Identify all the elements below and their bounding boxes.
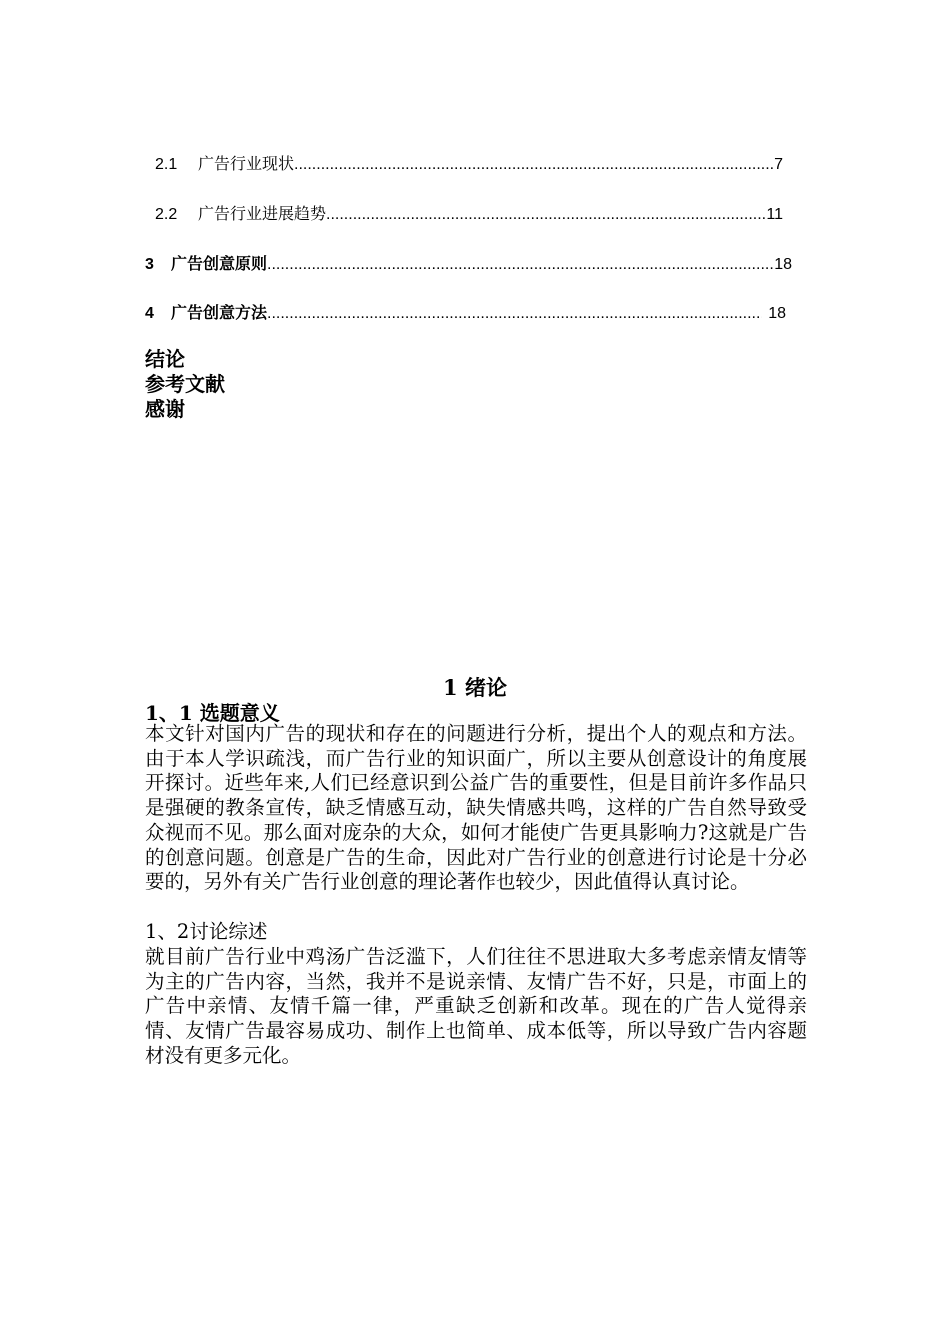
toc-entry-number: 2.2 <box>155 206 178 223</box>
toc-entry-number: 4 <box>145 305 154 322</box>
toc-leader-dots <box>326 206 766 224</box>
toc-entry-title: 广告创意方法 <box>171 305 268 322</box>
toc-entry-page: 18 <box>768 305 786 322</box>
toc-entry[interactable] <box>145 251 792 274</box>
section-paragraph: 本文针对国内广告的现状和存在的问题进行分析，提出个人的观点和方法。由于本人学识疏浅，而广告行业的知识面广，所以主要从创意设计的角度展开探讨。近些年来,人们已经意识到公益广告的重要性，但是目前许多作品只是强硬的教条宣传，缺乏情感互动，缺失情感共鸣，这样的广告自然导致受众视而不见。那么面对庞杂的大众，如何才能使广告更具影响力?这就是广告的创意问题。创意是广告的生命，因此对广告行业的创意进行讨论是十分必要的，另外有关广告行业创意的理论著作也较少，因此值得认真讨论。 <box>145 722 807 894</box>
toc-entry-number: 3 <box>145 256 154 273</box>
toc-back-acknowledgements[interactable]: 感谢 <box>145 397 185 421</box>
toc-entry-title: 广告创意原则 <box>171 256 268 273</box>
toc-leader-dots <box>267 305 762 323</box>
toc-leader-dots <box>294 156 774 174</box>
toc-leader-dots <box>267 256 774 274</box>
toc-entry[interactable] <box>155 201 783 224</box>
toc-entry[interactable] <box>145 300 786 323</box>
section-paragraph: 就目前广告行业中鸡汤广告泛滥下，人们往往不思进取大多考虑亲情友情等为主的广告内容，当然，我并不是说亲情、友情广告不好，只是，市面上的广告中亲情、友情千篇一律，严重缺乏创新和改革。现在的广告人觉得亲情、友情广告最容易成功、制作上也简单、成本低等，所以导致广告内容题材没有更多元化。 <box>145 945 807 1067</box>
section-heading: 1、1 选题意义 <box>145 701 280 725</box>
toc-entry-number: 2.1 <box>155 156 178 173</box>
toc-entry[interactable] <box>155 151 783 174</box>
toc-entry-page: 7 <box>774 156 783 173</box>
chapter-title: 1 绪论 <box>443 675 507 700</box>
toc-entry-page: 18 <box>774 256 792 273</box>
toc-entry-page: 11 <box>766 206 783 223</box>
toc-back-references[interactable]: 参考文献 <box>145 372 225 396</box>
toc-entry-title: 广告行业进展趋势 <box>198 206 327 223</box>
section-heading: 1、2讨论综述 <box>145 920 268 943</box>
toc-back-conclusion[interactable]: 结论 <box>145 347 185 371</box>
toc-entry-title: 广告行业现状 <box>198 156 295 173</box>
